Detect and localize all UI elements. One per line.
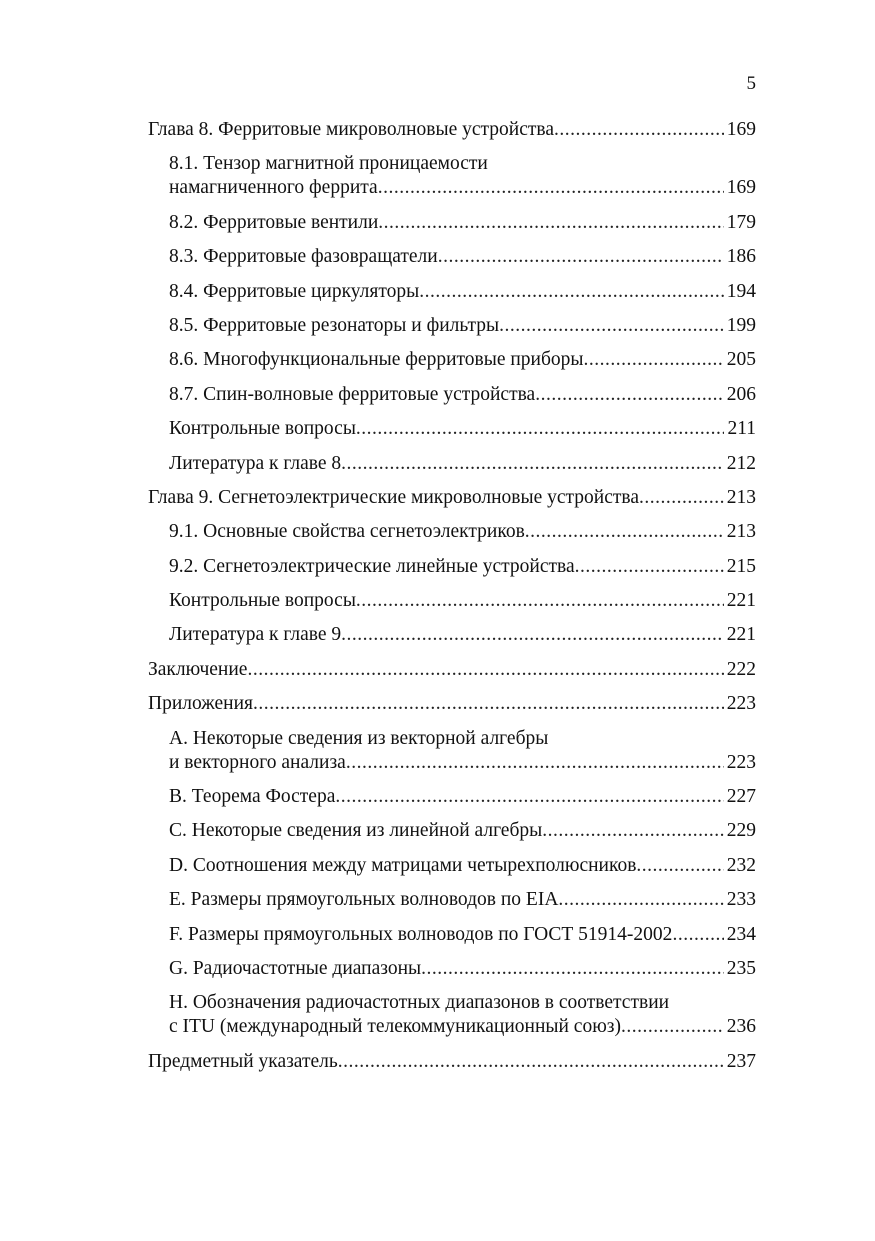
toc-entry-title: и векторного анализа bbox=[169, 751, 346, 773]
toc-entry-title: 8.5. Ферритовые резонаторы и фильтры bbox=[169, 314, 500, 336]
toc-dot-leader bbox=[584, 348, 724, 372]
toc-entry-page-number: 211 bbox=[727, 418, 756, 440]
toc-section-entry bbox=[148, 520, 756, 544]
toc-entry-title: Приложения bbox=[148, 693, 253, 715]
toc-entry-page-number: 222 bbox=[726, 658, 756, 680]
toc-section-entry bbox=[148, 888, 756, 912]
toc-entry-title: D. Соотношения между матрицами четырехполюсников bbox=[169, 854, 637, 876]
toc-dot-leader bbox=[419, 280, 723, 304]
toc-entry-title: 9.2. Сегнетоэлектрические линейные устройства bbox=[169, 555, 575, 577]
toc-section-entry bbox=[148, 152, 756, 200]
toc-dot-leader bbox=[253, 692, 724, 716]
toc-section-entry bbox=[148, 452, 756, 476]
toc-entry-page-number: 194 bbox=[726, 280, 756, 302]
toc-section-entry bbox=[148, 280, 756, 304]
toc-entry-title: Контрольные вопросы bbox=[169, 418, 356, 440]
toc-entry-title: C. Некоторые сведения из линейной алгебры bbox=[169, 820, 543, 842]
toc-entry-page-number: 213 bbox=[726, 521, 756, 543]
toc-dot-leader bbox=[542, 819, 724, 843]
toc-entry-title: Предметный указатель bbox=[148, 1050, 338, 1072]
toc-entry-page-number: 229 bbox=[726, 820, 756, 842]
toc-dot-leader bbox=[378, 211, 723, 235]
toc-entry-title: Литература к главе 9 bbox=[169, 624, 342, 646]
toc-section-entry bbox=[148, 785, 756, 809]
toc-section-entry bbox=[148, 555, 756, 579]
toc-entry-page-number: 223 bbox=[726, 693, 756, 715]
toc-entry-page-number: 215 bbox=[726, 555, 756, 577]
toc-entry-title-first-line: A. Некоторые сведения из векторной алгебры bbox=[169, 727, 549, 749]
toc-dot-leader bbox=[672, 923, 723, 947]
page-number: 5 bbox=[746, 73, 756, 94]
toc-entry-page-number: 186 bbox=[726, 246, 756, 268]
toc-entry-title: 9.1. Основные свойства сегнетоэлектриков bbox=[169, 521, 525, 543]
toc-dot-leader bbox=[575, 555, 724, 579]
toc-dot-leader bbox=[378, 176, 724, 200]
toc-entry-title-first-line: H. Обозначения радиочастотных диапазонов в соответствии bbox=[169, 992, 670, 1014]
toc-entry-page-number: 233 bbox=[726, 889, 756, 911]
toc-chapter-entry bbox=[148, 118, 756, 142]
toc-entry-title: Глава 9. Сегнетоэлектрические микроволновые устройства bbox=[148, 486, 639, 508]
toc-entry-page-number: 212 bbox=[726, 452, 756, 474]
toc-section-entry bbox=[148, 923, 756, 947]
toc-entry-title: F. Размеры прямоугольных волноводов по ГОСТ 51914-2002 bbox=[169, 923, 673, 945]
toc-entry-title: 8.4. Ферритовые циркуляторы bbox=[169, 280, 420, 302]
toc-section-entry bbox=[148, 245, 756, 269]
toc-entry-page-number: 232 bbox=[726, 854, 756, 876]
toc-entry-page-number: 221 bbox=[726, 624, 756, 646]
toc-entry-page-number: 221 bbox=[726, 590, 756, 612]
toc-dot-leader bbox=[438, 245, 724, 269]
toc-entry-title-first-line: 8.1. Тензор магнитной проницаемости bbox=[169, 153, 488, 175]
toc-chapter-entry bbox=[148, 658, 756, 682]
toc-entry-page-number: 234 bbox=[726, 923, 756, 945]
toc-entry-title: 8.6. Многофункциональные ферритовые приборы bbox=[169, 349, 584, 371]
toc-chapter-entry bbox=[148, 692, 756, 716]
table-of-contents bbox=[148, 118, 756, 1084]
toc-dot-leader bbox=[341, 452, 724, 476]
toc-entry-page-number: 236 bbox=[726, 1016, 756, 1038]
toc-dot-leader bbox=[356, 589, 724, 613]
toc-entry-title: G. Радиочастотные диапазоны bbox=[169, 957, 422, 979]
toc-entry-page-number: 213 bbox=[726, 486, 756, 508]
toc-dot-leader bbox=[346, 751, 724, 775]
toc-dot-leader bbox=[525, 520, 724, 544]
toc-dot-leader bbox=[499, 314, 724, 338]
toc-section-entry bbox=[148, 854, 756, 878]
toc-section-entry bbox=[148, 727, 756, 775]
toc-entry-page-number: 237 bbox=[726, 1050, 756, 1072]
toc-chapter-entry bbox=[148, 1050, 756, 1074]
toc-dot-leader bbox=[535, 383, 724, 407]
toc-entry-title: E. Размеры прямоугольных волноводов по EIA bbox=[169, 889, 559, 911]
toc-section-entry bbox=[148, 383, 756, 407]
toc-entry-title: 8.2. Ферритовые вентили bbox=[169, 211, 379, 233]
toc-entry-title: 8.7. Спин-волновые ферритовые устройства bbox=[169, 383, 536, 405]
toc-section-entry bbox=[148, 589, 756, 613]
toc-section-entry bbox=[148, 417, 756, 441]
toc-entry-page-number: 235 bbox=[726, 957, 756, 979]
toc-dot-leader bbox=[341, 623, 724, 647]
toc-entry-page-number: 179 bbox=[726, 211, 756, 233]
toc-entry-title: Глава 8. Ферритовые микроволновые устройства bbox=[148, 119, 554, 140]
toc-section-entry bbox=[148, 348, 756, 372]
toc-dot-leader bbox=[558, 888, 723, 912]
toc-dot-leader bbox=[421, 957, 724, 981]
toc-section-entry bbox=[148, 211, 756, 235]
toc-entry-title: с ITU (международный телекоммуникационный союз) bbox=[169, 1016, 621, 1038]
toc-entry-page-number: 223 bbox=[726, 751, 756, 773]
toc-entry-title: Заключение bbox=[148, 658, 248, 680]
toc-chapter-entry bbox=[148, 486, 756, 510]
toc-entry-page-number: 169 bbox=[726, 119, 756, 140]
toc-section-entry bbox=[148, 991, 756, 1039]
toc-dot-leader bbox=[338, 1050, 724, 1074]
toc-section-entry bbox=[148, 314, 756, 338]
toc-section-entry bbox=[148, 819, 756, 843]
toc-dot-leader bbox=[636, 854, 723, 878]
toc-dot-leader bbox=[335, 785, 723, 809]
toc-entry-page-number: 206 bbox=[726, 383, 756, 405]
toc-entry-title: B. Теорема Фостера bbox=[169, 786, 336, 808]
toc-dot-leader bbox=[247, 658, 723, 682]
toc-dot-leader bbox=[356, 417, 725, 441]
toc-section-entry bbox=[148, 623, 756, 647]
toc-section-entry bbox=[148, 957, 756, 981]
toc-dot-leader bbox=[554, 118, 724, 142]
toc-dot-leader bbox=[621, 1015, 724, 1039]
toc-entry-title: Литература к главе 8 bbox=[169, 452, 342, 474]
toc-entry-page-number: 205 bbox=[726, 349, 756, 371]
toc-entry-title: Контрольные вопросы bbox=[169, 590, 356, 612]
toc-entry-page-number: 227 bbox=[726, 786, 756, 808]
toc-dot-leader bbox=[639, 486, 724, 510]
toc-entry-page-number: 199 bbox=[726, 314, 756, 336]
toc-entry-page-number: 169 bbox=[726, 177, 756, 199]
toc-entry-title: намагниченного феррита bbox=[169, 177, 378, 199]
toc-entry-title: 8.3. Ферритовые фазовращатели bbox=[169, 246, 438, 268]
